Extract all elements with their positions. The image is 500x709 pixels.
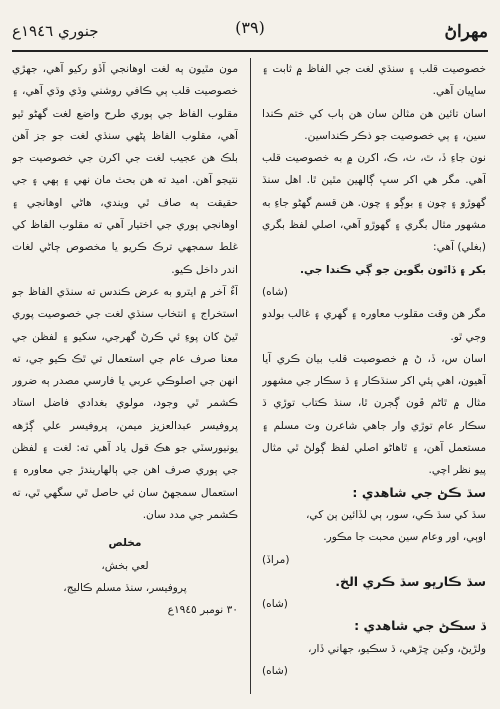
verse-source: (شاه)	[262, 285, 288, 298]
paragraph: مگر هن وقت مقلوب معاوره ۽ گهري ۽ غالب بولدو وجي ٿو.	[262, 308, 486, 343]
verse: سڌ کي سڌ ڪي، سور، ٻي لڏائين ٻن کي،	[305, 508, 486, 521]
author-title: پروفيسر، سنڌ مسلم ڪاليج،	[63, 581, 187, 594]
verse-source: (شاه)	[262, 665, 288, 678]
left-column	[12, 58, 238, 688]
signature-block	[12, 532, 238, 599]
closing: مخلص	[108, 537, 142, 550]
paragraph: نون جاءِ ڏ، ٿ، ٺ، ڪ، اکرن ۾ به خصوصيت قلب آهي. مگر هي اکر سڀ ڳالهين مٿين ٿا. اهل سنڌ گهوڙو ۽ چون ۽ بوڳو ۽ چون. هن قسم گهڻو جاءِ به مشهور مثال بگري ۽ گهوڙو آهي، اصلي لفظ بگري (بغلي) آهي:	[262, 152, 486, 254]
magazine-title: مهراڻ	[444, 22, 488, 42]
subheading: سڌ ڪڻ جي شاهدي :	[352, 484, 486, 500]
verse: ولڙيڻ، وکين ڇڙهي، ڌ سڪيو، جهاني ڏار،	[308, 642, 486, 655]
paragraph: اسان س، ڏ، ڻ ۾ خصوصيت قلب بيان ڪري آيا آهيون، اهي ٻئي اکر سنڌڪار ۽ ڌ سڪار جي مشهور مثال ۾ ٿاڻم ڦون ڳجرن ٿا، سنڌ ڪتاب توڙي ڌ سڪار عام توڙي وار جاهي شاعرن وٽ مسلم ۽ مستعمل آهن، ۽ ٿاهاڻو اصلي لفظ ڳولڻ ٿي مثال پيو نظر اچي.	[262, 352, 486, 477]
letter-date: ٣٠ نومبر ١٩٤٥ع	[167, 604, 238, 617]
header-rule	[12, 50, 488, 52]
author-name: لعي بخش،	[101, 559, 149, 572]
subheading: ڌ سڪڻ جي شاهدي :	[354, 618, 486, 634]
paragraph: آءٌ آخر ۾ ايترو به عرض ڪندس ته سنڌي الفاظ جو استخراج ۽ انتخاب سنڌي لغت جي خصوصيت پوري ٿيڻ کان پوءِ ئي ڪرڻ گهرجي، سکيو ۽ لفظن جي معنا صرف عام جي استعمال تي ٿڪ ڪيو جي، ته انهن جي اصلوڪي عربي يا فارسي مصدر ٻه ضرور ڪشمر ٿي وجود، مولوي بغدادي فاضل استاد پروفيسر عبدالعزيز ميمن، پروفيسر علي ڳڙهه يونيورسٽي جو هڪ قول ياد آهي ته: لغت ۽ لفظن جي ٻوري صرف اهن جي ٻالهاريندڙ جي معاوره ۽ استعمال سمجهڻ سان ئي حاصل ٿي سگهي ٿي، ته ڪشمر جي مدد سان.	[12, 285, 238, 521]
verse: اوٻي، اور وعام سين محبت جا مڪور.	[323, 531, 486, 544]
page-number: (٣٩)	[235, 18, 265, 37]
verse: بکر ۽ ڏاٿون بگوين جو ڳي ڪندا جي.	[299, 263, 486, 276]
column-divider	[250, 58, 251, 694]
paragraph: مون مٿيون ٻه لغت اوهانجي آڏو رکيو آهي، جهڙي خصوصيت قلب ٻي ڪافي روشني وڌي وڌي آهي، ۽ مقلوب الفاظ جي ٻوري طرح واضع لغت گهڻو ٿيو آهي، مقلوب الفاظ پڻهي سنڌي لغت جو جز آهن بلڪ هن عجيب لغت جي اکرن جي خصوصيت جو نتيجو آهن. اميد ته هن بحث مان نهي ۽ ٻهي ۽ جي حقيقت ٻه صاف ٿي ويندي، هاڻي اوهانجي ۽ اوهانجي ٻوري جي اختيار آهي ته مقلوب الفاظ کي غلط سمجهي ترڪ ڪريو يا مخصوص ڄاڻي لغات اندر داخل ڪيو.	[12, 63, 238, 276]
paragraph: خصوصيت قلب ۽ سنڌي لغت جي الفاظ ۾ ثابت ۽ ساڀيان آهي.	[262, 63, 486, 98]
subheading: سڌ ڪارڀو سڌ ڪري الخ.	[335, 573, 486, 589]
issue-date: جنوري ١٩٤٦ع	[12, 22, 99, 40]
verse-source: (مراڏ)	[262, 553, 290, 566]
page-header	[12, 8, 488, 52]
paragraph: اسان تائين هن مثالن سان هن ٻاب کي ختم ڪندا سين، ۽ ٻي خصوصيت جو ذڪر ڪنداسين.	[262, 107, 486, 142]
verse-source: (شاه)	[262, 598, 288, 611]
right-column	[262, 58, 486, 688]
